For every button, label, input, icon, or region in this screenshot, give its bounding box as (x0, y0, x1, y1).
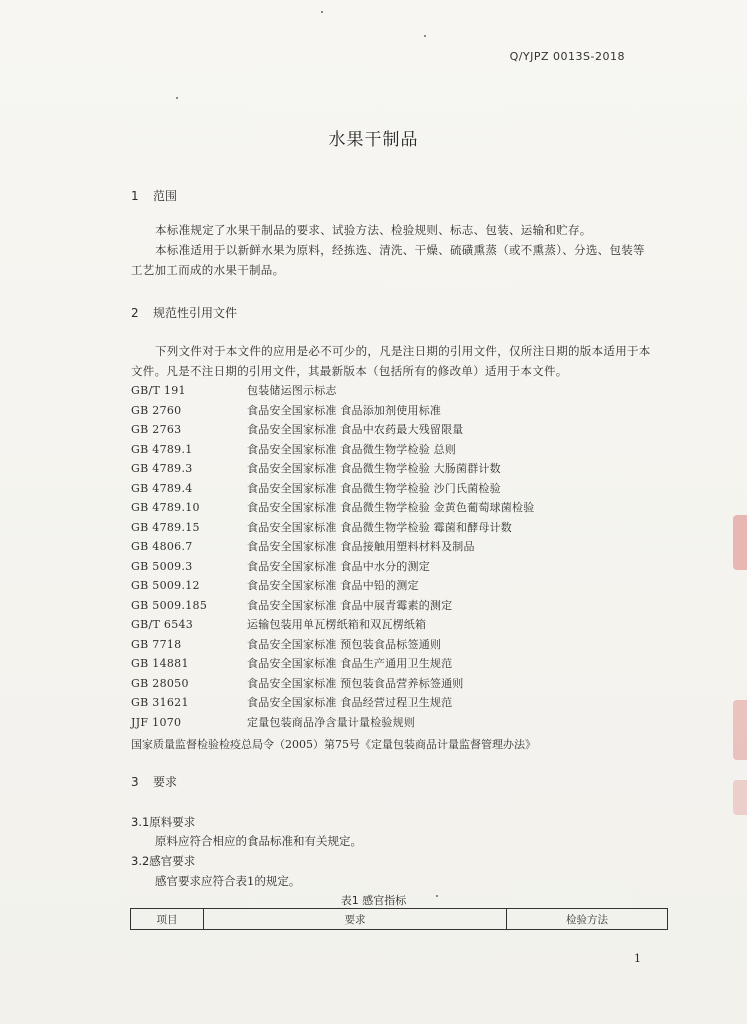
page-number: 1 (634, 952, 641, 965)
reference-title: 食品安全国家标准 食品微生物学检验 大肠菌群计数 (247, 462, 501, 475)
seal-fragment (733, 700, 747, 760)
section-title: 要求 (153, 775, 178, 789)
reference-title: 包装储运图示标志 (247, 384, 337, 397)
reference-row (131, 420, 671, 440)
reference-code: GB 5009.12 (131, 579, 200, 592)
reference-row (131, 518, 671, 538)
header-requirement: 要求 (204, 909, 507, 930)
header-method: 检验方法 (507, 909, 668, 930)
reference-code: GB/T 191 (131, 384, 186, 397)
section-2-heading (131, 304, 237, 321)
document-code: Q/YJPZ 0013S-2018 (509, 50, 625, 63)
reference-row (131, 401, 671, 421)
section-1-heading (131, 187, 177, 204)
reference-code: GB 4789.4 (131, 481, 193, 495)
reference-title: 食品安全国家标准 食品经营过程卫生规范 (247, 696, 453, 709)
reference-title: 食品安全国家标准 食品生产通用卫生规范 (247, 657, 453, 670)
reference-row (131, 537, 671, 557)
reference-title: 定量包装商品净含量计量检验规则 (247, 715, 415, 729)
reference-code: GB 14881 (131, 657, 189, 670)
section-3-heading (131, 773, 177, 790)
section-title: 规范性引用文件 (153, 306, 238, 320)
reference-title: 食品安全国家标准 食品添加剂使用标准 (247, 403, 442, 417)
reference-row (131, 635, 671, 655)
table-header-row (131, 909, 668, 930)
table-1-caption: 表1 感官指标 (340, 894, 407, 907)
scan-speck (424, 35, 426, 37)
reference-code: GB 7718 (131, 637, 182, 651)
section-number: 1 (131, 189, 139, 203)
reference-code: GB 2760 (131, 403, 182, 417)
reference-title: 食品安全国家标准 食品接触用塑料材料及制品 (247, 540, 475, 553)
reference-code: GB 2763 (131, 423, 182, 436)
subsection-3-1-heading: 3.1原料要求 (131, 815, 196, 829)
reference-code: GB 4789.15 (131, 520, 200, 534)
seal-fragment (733, 515, 747, 570)
reference-row (131, 693, 671, 713)
seal-fragment (733, 780, 747, 815)
normative-intro: 下列文件对于本文件的应用是必不可少的，凡是注日期的引用文件，仅所注日期的版本适用于本文件。凡是不注日期的引用文件，其最新版本（包括所有的修改单）适用于本文件。 (131, 344, 651, 378)
document-title: 水果干制品 (328, 130, 419, 150)
reference-code: GB 31621 (131, 696, 189, 709)
reference-row (131, 615, 671, 635)
reference-row (131, 440, 671, 460)
header-item: 项目 (131, 909, 204, 930)
scan-speck (436, 895, 438, 897)
reference-title: 运输包装用单瓦楞纸箱和双瓦楞纸箱 (247, 618, 427, 631)
reference-code: GB/T 6543 (131, 618, 194, 631)
reference-code: GB 5009.3 (131, 559, 193, 573)
reference-title: 食品安全国家标准 预包装食品标签通则 (247, 637, 442, 651)
reference-title: 食品安全国家标准 食品中展青霉素的测定 (247, 598, 453, 612)
scan-speck (176, 97, 178, 99)
reference-row (131, 459, 671, 479)
reference-code: JJF 1070 (131, 715, 182, 729)
reference-title: 食品安全国家标准 预包装食品营养标签通则 (247, 676, 464, 690)
reference-row (131, 498, 671, 518)
section-number: 3 (131, 775, 139, 789)
reference-row (131, 674, 671, 694)
reference-title: 食品安全国家标准 食品微生物学检验 沙门氏菌检验 (247, 481, 501, 495)
reference-title: 食品安全国家标准 食品微生物学检验 总则 (247, 442, 456, 456)
sensory-table (130, 908, 668, 930)
reference-title: 食品安全国家标准 食品中农药最大残留限量 (247, 423, 464, 436)
reference-row (131, 479, 671, 499)
scope-paragraph-1: 本标准规定了水果干制品的要求、试验方法、检验规则、标志、包装、运输和贮存。 (155, 223, 592, 237)
reference-code: GB 4789.3 (131, 462, 193, 475)
scope-paragraph-2: 本标准适用于以新鲜水果为原料，经拣选、清洗、干燥、硫磺熏蒸（或不熏蒸）、分选、包装等工艺加工而成的水果干制品。 (131, 243, 645, 277)
section-number: 2 (131, 306, 139, 320)
sensory-text: 感官要求应符合表1的规定。 (155, 874, 301, 888)
reference-row (131, 557, 671, 577)
reference-list (131, 381, 671, 732)
decree-reference: 国家质量监督检验检疫总局令（2005）第75号《定量包装商品计量监督管理办法》 (131, 738, 536, 751)
reference-title: 食品安全国家标准 食品微生物学检验 金黄色葡萄球菌检验 (247, 501, 535, 514)
raw-material-text: 原料应符合相应的食品标准和有关规定。 (155, 834, 362, 848)
reference-code: GB 5009.185 (131, 598, 208, 612)
subsection-3-2-heading: 3.2感官要求 (131, 854, 196, 868)
reference-row (131, 713, 671, 733)
reference-code: GB 4789.10 (131, 501, 200, 514)
reference-code: GB 4789.1 (131, 442, 193, 456)
reference-title: 食品安全国家标准 食品中铅的测定 (247, 579, 419, 592)
reference-title: 食品安全国家标准 食品中水分的测定 (247, 559, 430, 573)
reference-title: 食品安全国家标准 食品微生物学检验 霉菌和酵母计数 (247, 520, 512, 534)
reference-row (131, 596, 671, 616)
reference-row (131, 381, 671, 401)
reference-code: GB 4806.7 (131, 540, 193, 553)
reference-row (131, 654, 671, 674)
scan-speck (321, 11, 323, 13)
section-title: 范围 (153, 189, 178, 203)
reference-code: GB 28050 (131, 676, 189, 690)
reference-row (131, 576, 671, 596)
